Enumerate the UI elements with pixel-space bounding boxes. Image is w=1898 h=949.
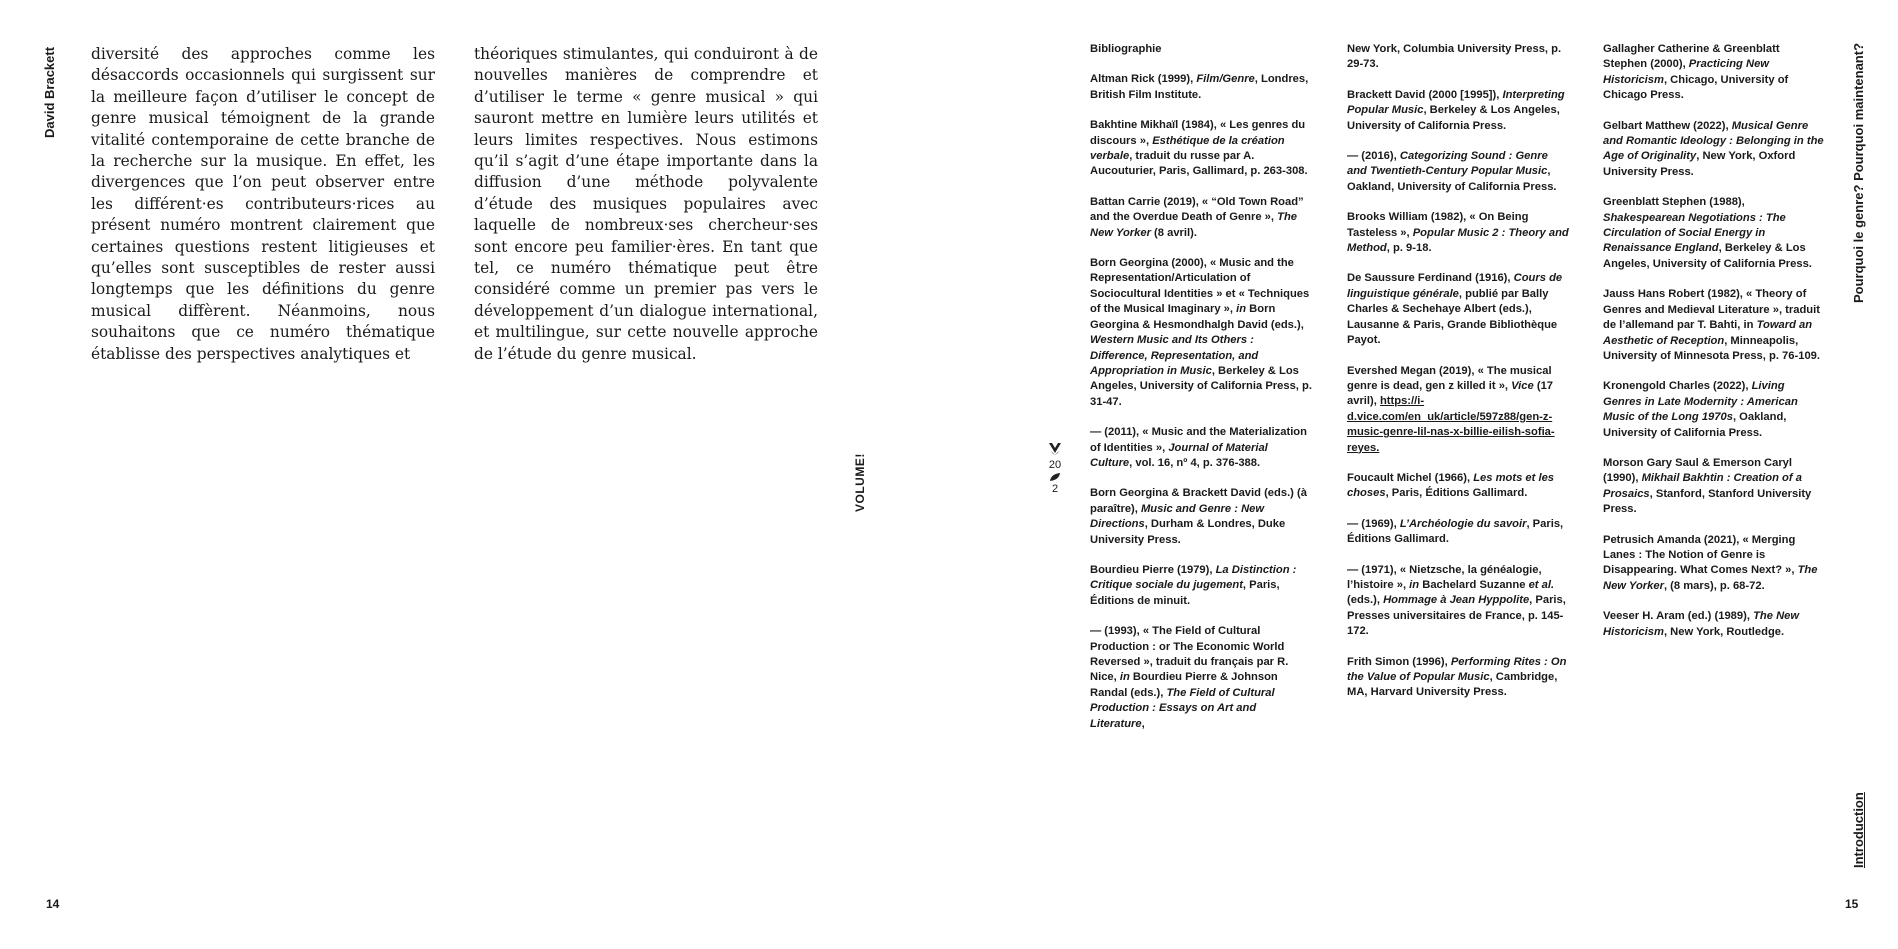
- bibliography-text: Living Genres in Late Modernity : American Music of the Long 1970s: [1603, 380, 1798, 424]
- bibliography-text: , Paris, Éditions de minuit.: [1090, 579, 1280, 607]
- bibliography-text: , Berkeley & Los Angeles, University of California Press.: [1603, 242, 1812, 270]
- bibliography-text: Les mots et les choses: [1347, 471, 1555, 500]
- bibliography-text: Musical Genre and Romantic Ideology : Belonging in the Age of Originality: [1603, 119, 1824, 163]
- reference-url-link[interactable]: https://i-d.vice.com/en_uk/article/597z88/gen-z-music-genre-lil-nas-x-billie-eilish-sofia-reyes.: [1347, 395, 1555, 454]
- bibliography-text: Greenblatt Stephen (1988),: [1603, 196, 1745, 209]
- bibliography-text: L’Archéologie du savoir: [1399, 517, 1527, 530]
- bibliography-text: Western Music and Its Others : Difference, Representation, and Appropriation in Music: [1090, 334, 1259, 377]
- bibliography-entry: [1347, 271, 1569, 348]
- bibliography-text: Morson Gary Saul & Emerson Caryl (1990),: [1603, 456, 1793, 485]
- page-number-right: 15: [1845, 897, 1859, 911]
- section-link[interactable]: Introduction: [1851, 792, 1866, 868]
- bibliography-text: , Paris, Presses universitaires de France, p. 145-172.: [1347, 594, 1566, 638]
- bibliography-text: Bachelard Suzanne: [1419, 578, 1529, 591]
- bibliography-text: , Durham & Londres, Duke University Press.: [1090, 518, 1286, 546]
- bibliography-text: , Stanford, Stanford University Press.: [1603, 487, 1812, 516]
- journal-name: VOLUME!: [853, 453, 867, 512]
- bibliography-text: Esthétique de la création verbale: [1090, 134, 1285, 163]
- bibliography-text: Evershed Megan (2019), « The musical genre is dead, gen z killed it »,: [1347, 364, 1552, 392]
- bibliography-text: , Londres, British Film Institute.: [1090, 73, 1309, 101]
- bibliography-text: Vice: [1511, 379, 1534, 392]
- bibliography-text: Altman Rick (1999),: [1090, 73, 1197, 86]
- leaf-icon: [1049, 472, 1061, 482]
- bibliography-text: La Distinction : Critique sociale du jugement: [1090, 563, 1297, 592]
- bibliography-text: Gallagher Catherine & Greenblatt Stephen (2000),: [1603, 43, 1780, 71]
- bibliography-text: (eds.),: [1347, 594, 1384, 607]
- bibliography-entry: [1090, 624, 1312, 732]
- bibliography-text: Popular Music 2 : Theory and Method: [1347, 226, 1569, 255]
- bibliography-text: in: [1236, 303, 1247, 316]
- bibliography-text: , p. 9-18.: [1386, 242, 1432, 255]
- bibliography-text: Hommage à Jean Hyppolite: [1383, 594, 1530, 607]
- bibliography-text: Categorizing Sound : Genre and Twentieth-Century Popular Music: [1347, 150, 1548, 178]
- bibliography-text: , Oakland, University of California Press.: [1603, 411, 1787, 439]
- bibliography-entry: [1603, 42, 1825, 104]
- bibliography-text: (8 avril).: [1150, 226, 1197, 239]
- bibliography-entry: [1347, 563, 1569, 640]
- bibliography-entry: [1090, 425, 1312, 471]
- body-text-column-2: théoriques stimulantes, qui conduiront à de nouvelles manières de comprendre et d’utiliser le terme « genre musical » qui sauront mettre en lumière leurs utilités et leurs limites respectives. Nous estimons qu’il s’agit d’une étape importante dans la diffusion d’une méthode polyvalente d’étude des musiques populaires avec laquelle de nombreux·ses chercheur·ses sont encore peu familier·ères. En tant que tel, ce numéro thématique peut être considéré comme un premier pas vers le développement d’un dialogue international, et multilingue, sur cette nouvelle approche de l’étude du genre musical.: [474, 45, 818, 363]
- page-number-left: 14: [46, 897, 60, 911]
- bibliography-entry: [1603, 379, 1825, 441]
- bird-logo-icon: [1048, 442, 1062, 458]
- running-author: David Brackett: [42, 46, 57, 138]
- bibliography-text: Born Georgina (2000), « Music and the Representation/Articulation of Sociocultural Identities » et « Techniques of the Musical Imaginary »,: [1090, 257, 1310, 316]
- bibliography-text: , publié par Bally Charles & Sechehaye Albert (eds.), Lausanne & Paris, Grande Bibliothèque Payot.: [1347, 287, 1558, 347]
- bibliography-entry: [1347, 655, 1569, 701]
- volume-issue: 2: [1051, 483, 1059, 495]
- bibliography-text: , Berkeley & Los Angeles, University of California Press, p. 31-47.: [1090, 364, 1312, 408]
- volume-emblem: [1040, 442, 1070, 496]
- bibliography-text: Film/Genre: [1196, 73, 1255, 86]
- bibliography-text: Petrusich Amanda (2021), « Merging Lanes : The Notion of Genre is Disappearing. What Comes Next? »,: [1603, 533, 1798, 577]
- bibliography-text: Jauss Hans Robert (1982), « Theory of Genres and Medieval Literature », traduit de l’allemand par T. Bahti, in: [1603, 288, 1820, 332]
- bibliography-text: , Paris, Éditions Gallimard.: [1347, 517, 1564, 546]
- bibliography-column-2: [1347, 42, 1569, 716]
- bibliography-entry: [1347, 88, 1569, 134]
- bibliography-entry: [1603, 287, 1825, 364]
- bibliography-entry: [1090, 563, 1312, 609]
- bibliography-text: Born Georgina & Hesmondhalgh David (eds.),: [1090, 303, 1304, 331]
- bibliography-text: — (1969),: [1347, 517, 1400, 530]
- bibliography-entry: [1603, 119, 1825, 181]
- bibliography-entry: [1603, 609, 1825, 640]
- bibliography-text: The Field of Cultural Production : Essays on Art and Literature: [1090, 686, 1275, 730]
- bibliography-entry: [1603, 195, 1825, 272]
- bibliography-text: Kronengold Charles (2022),: [1603, 380, 1752, 393]
- bibliography-text: Brooks William (1982), « On Being Tasteless »,: [1347, 211, 1529, 239]
- bibliography-entry: [1347, 364, 1569, 456]
- bibliography-text: , Oakland, University of California Press.: [1347, 165, 1557, 193]
- bibliography-text: in: [1409, 578, 1420, 591]
- bibliography-text: Mikhail Bakhtin : Creation of a Prosaics: [1603, 472, 1802, 500]
- bibliography-text: , New York, Routledge.: [1663, 625, 1785, 638]
- bibliography-text: The New Historicism: [1603, 610, 1800, 638]
- bibliography-text: Music and Genre : New Directions: [1090, 502, 1265, 531]
- bibliography-entry: [1090, 486, 1312, 548]
- bibliography-text: , vol. 16, nº 4, p. 376-388.: [1129, 456, 1261, 469]
- bibliography-text: Bourdieu Pierre & Johnson Randal (eds.),: [1090, 671, 1278, 699]
- bibliography-entry: [1347, 517, 1569, 548]
- bibliography-text: New York, Columbia University Press, p. 29-73.: [1347, 43, 1562, 71]
- bibliography-text: Interpreting Popular Music: [1347, 88, 1565, 117]
- bibliography-text: The New Yorker: [1090, 211, 1298, 239]
- bibliography-entry: [1603, 533, 1825, 595]
- bibliography-text: (17 avril),: [1347, 379, 1554, 408]
- bibliography-text: — (1993), « The Field of Cultural Production : or The Economic World Reversed », traduit du français par R. Nice,: [1090, 625, 1289, 684]
- volume-year: 20: [1048, 459, 1062, 471]
- bibliography-text: ,: [1141, 717, 1145, 730]
- bibliography-text: , (8 mars), p. 68-72.: [1663, 579, 1765, 592]
- bibliography-entry: [1347, 210, 1569, 256]
- running-title: Pourquoi le genre? Pourquoi maintenant?: [1851, 42, 1866, 303]
- bibliography-text: Frith Simon (1996),: [1347, 655, 1451, 668]
- bibliography-text: Brackett David (2000 [1995]),: [1347, 88, 1503, 101]
- bibliography-text: , Paris, Éditions Gallimard.: [1385, 487, 1528, 500]
- bibliography-text: , Cambridge, MA, Harvard University Press.: [1347, 671, 1558, 699]
- body-text-column-1: diversité des approches comme les désaccords occasionnels qui surgissent sur la meilleure façon d’utiliser le concept de genre musical témoignent de la grande vitalité contemporaine de cette branche de la recherche sur la musique. En effet, les divergences que l’on peut observer entre les différent·es contributeurs·rices au présent numéro montrent clairement que certaines questions restent litigieuses et qu’elles sont susceptibles de rester aussi longtemps que les définitions du genre musical diffèrent. Néanmoins, nous souhaitons que ce numéro thématique établisse des perspectives analytiques et: [91, 45, 435, 363]
- bibliography-text: , traduit du russe par A. Aucouturier, Paris, Gallimard, p. 263-308.: [1090, 150, 1308, 178]
- bibliography-entry: [1090, 118, 1312, 180]
- bibliography-text: et al.: [1528, 578, 1555, 591]
- bibliography-entry: [1347, 149, 1569, 195]
- bibliography-text: , Minneapolis, University of Minnesota Press, p. 76-109.: [1603, 334, 1820, 362]
- bibliography-text: , Berkeley & Los Angeles, University of California Press.: [1347, 104, 1560, 132]
- bibliography-text: Foucault Michel (1966),: [1347, 471, 1474, 484]
- bibliography-entry: [1090, 195, 1312, 241]
- bibliography-text: — (1971), « Nietzsche, la généalogie, l’histoire »,: [1347, 563, 1542, 591]
- bibliography-text: , New York, Oxford University Press.: [1603, 150, 1796, 178]
- bibliography-entry: [1347, 471, 1569, 502]
- bibliography-text: Cours de linguistique générale: [1347, 272, 1563, 300]
- bibliography-text: Bourdieu Pierre (1979),: [1090, 563, 1216, 576]
- bibliography-heading: Bibliographie: [1090, 43, 1162, 55]
- bibliography-text: , Chicago, University of Chicago Press.: [1603, 73, 1789, 102]
- bibliography-text: — (2011), « Music and the Materialization of Identities »,: [1090, 426, 1307, 454]
- bibliography-text: De Saussure Ferdinand (1916),: [1347, 272, 1514, 285]
- bibliography-column-3: [1603, 42, 1825, 655]
- bibliography-entry: [1347, 42, 1569, 73]
- bibliography-text: The New Yorker: [1603, 564, 1818, 592]
- bibliography-text: Practicing New Historicism: [1603, 58, 1769, 86]
- bibliography-text: Gelbart Matthew (2022),: [1603, 119, 1732, 132]
- bibliography-text: Born Georgina & Brackett David (eds.) (à paraître),: [1090, 487, 1307, 515]
- bibliography-text: Bakhtine Mikhaïl (1984), « Les genres du discours »,: [1090, 119, 1306, 147]
- bibliography-text: Battan Carrie (2019), « “Old Town Road” and the Overdue Death of Genre »,: [1090, 195, 1304, 224]
- bibliography-text: — (2016),: [1347, 150, 1400, 163]
- bibliography-text: Veeser H. Aram (ed.) (1989),: [1603, 610, 1754, 623]
- bibliography-text: Shakespearean Negotiations : The Circulation of Social Energy in Renaissance England: [1603, 211, 1786, 255]
- bibliography-text: Journal of Material Culture: [1090, 441, 1268, 469]
- bibliography-column-1: [1090, 42, 1312, 747]
- bibliography-text: Performing Rites : On the Value of Popular Music: [1347, 655, 1567, 683]
- bibliography-entry: [1090, 256, 1312, 410]
- bibliography-entry: [1090, 72, 1312, 103]
- bibliography-text: in: [1119, 671, 1130, 684]
- bibliography-entry: [1603, 456, 1825, 518]
- bibliography-text: Toward an Aesthetic of Reception: [1603, 319, 1813, 347]
